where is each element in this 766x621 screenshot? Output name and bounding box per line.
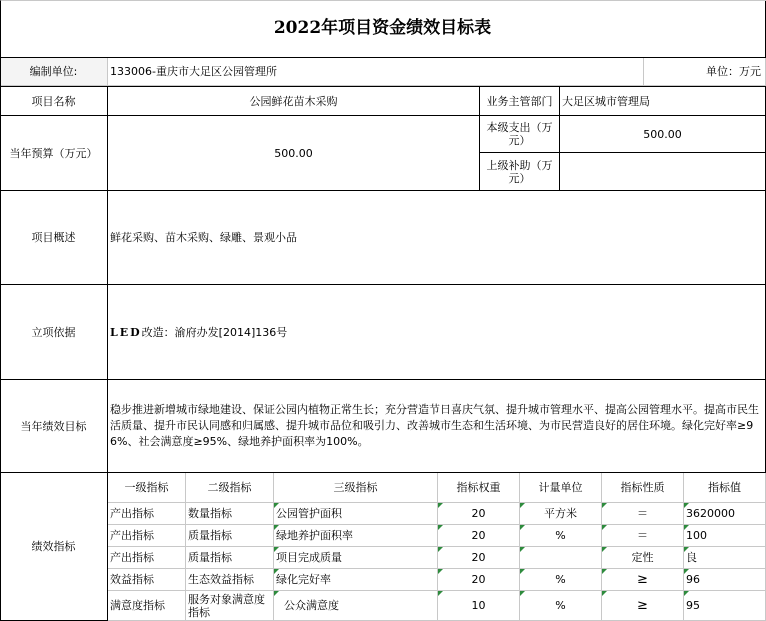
basis-label: 立项依据 bbox=[0, 285, 108, 380]
table-row-2-weight: 20 bbox=[438, 525, 520, 547]
table-row-1-nature: ＝ bbox=[602, 503, 684, 525]
table-row-4-nature: ≥ bbox=[602, 569, 684, 591]
basis-led: LED bbox=[110, 325, 142, 339]
table-row-4-unit: % bbox=[520, 569, 602, 591]
goal-value: 稳步推进新增城市绿地建设、保证公园内植物正常生长；充分营造节日喜庆气氛、提升城市管理水平、提高公园管理水平。提高市民生活质量、提升市民认同感和归属感、提升城市品位和吸引力、改善城市生态和生活环境、为市民营造良好的居住环境。绿化完好率≥96%、社会满意度≥95%、绿地养护面积率为100%。 bbox=[108, 380, 766, 473]
unit-value: 133006-重庆市大足区公园管理所 bbox=[108, 58, 644, 86]
overview-value: 鲜花采购、苗木采购、绿雕、景观小品 bbox=[108, 191, 766, 285]
indicators-label: 绩效指标 bbox=[0, 473, 108, 621]
table-row-4-level3: 绿化完好率 bbox=[274, 569, 438, 591]
ind-header-level3: 三级指标 bbox=[274, 473, 438, 503]
table-row-2-level1: 产出指标 bbox=[108, 525, 186, 547]
table-row-1-level3: 公园管护面积 bbox=[274, 503, 438, 525]
table-row-4-value: 96 bbox=[684, 569, 766, 591]
goal-label: 当年绩效目标 bbox=[0, 380, 108, 473]
table-row-1-level1: 产出指标 bbox=[108, 503, 186, 525]
table-row-3-level2: 质量指标 bbox=[186, 547, 274, 569]
table-row-5-weight: 10 bbox=[438, 591, 520, 621]
table-row-5-nature: ≥ bbox=[602, 591, 684, 621]
table-row-4-level1: 效益指标 bbox=[108, 569, 186, 591]
table-row-3-weight: 20 bbox=[438, 547, 520, 569]
table-row-5-unit: % bbox=[520, 591, 602, 621]
table-row-2-level2: 质量指标 bbox=[186, 525, 274, 547]
budget-value: 500.00 bbox=[108, 116, 480, 191]
table-row-5-level3: 公众满意度 bbox=[274, 591, 438, 621]
ind-header-value: 指标值 bbox=[684, 473, 766, 503]
dept-value: 大足区城市管理局 bbox=[560, 86, 766, 116]
table-row-4-level2: 生态效益指标 bbox=[186, 569, 274, 591]
ind-header-unit: 计量单位 bbox=[520, 473, 602, 503]
upper-subsidy-value bbox=[560, 153, 766, 191]
project-name-value: 公园鲜花苗木采购 bbox=[108, 86, 480, 116]
unit-label: 编制单位: bbox=[0, 58, 108, 86]
table-row-5-value: 95 bbox=[684, 591, 766, 621]
budget-label: 当年预算（万元） bbox=[0, 116, 108, 191]
table-row-1-unit: 平方米 bbox=[520, 503, 602, 525]
page-title: 2022年项目资金绩效目标表 bbox=[0, 0, 766, 58]
table-row-5-level2: 服务对象满意度指标 bbox=[186, 591, 274, 621]
table-row-2-level3: 绿地养护面积率 bbox=[274, 525, 438, 547]
ind-header-weight: 指标权重 bbox=[438, 473, 520, 503]
project-name-label: 项目名称 bbox=[0, 86, 108, 116]
own-expense-value: 500.00 bbox=[560, 116, 766, 153]
upper-subsidy-label: 上级补助（万元） bbox=[480, 153, 560, 191]
ind-header-level2: 二级指标 bbox=[186, 473, 274, 503]
ind-header-level1: 一级指标 bbox=[108, 473, 186, 503]
table-row-2-value: 100 bbox=[684, 525, 766, 547]
table-row-3-unit bbox=[520, 547, 602, 569]
basis-value-cell bbox=[108, 285, 766, 380]
money-unit: 单位：万元 bbox=[644, 58, 766, 86]
table-row-1-weight: 20 bbox=[438, 503, 520, 525]
own-expense-label: 本级支出（万元） bbox=[480, 116, 560, 153]
table-row-3-nature: 定性 bbox=[602, 547, 684, 569]
table-row-3-value: 良 bbox=[684, 547, 766, 569]
table-row-4-weight: 20 bbox=[438, 569, 520, 591]
table-row-3-level1: 产出指标 bbox=[108, 547, 186, 569]
ind-header-nature: 指标性质 bbox=[602, 473, 684, 503]
table-row-2-nature: ＝ bbox=[602, 525, 684, 547]
table-row-2-unit: % bbox=[520, 525, 602, 547]
table-row-1-value: 3620000 bbox=[684, 503, 766, 525]
basis-value: 改造：渝府办发[2014]136号 bbox=[141, 325, 288, 339]
dept-label: 业务主管部门 bbox=[480, 86, 560, 116]
table-row-3-level3: 项目完成质量 bbox=[274, 547, 438, 569]
table-row-5-level1: 满意度指标 bbox=[108, 591, 186, 621]
table-row-1-level2: 数量指标 bbox=[186, 503, 274, 525]
overview-label: 项目概述 bbox=[0, 191, 108, 285]
